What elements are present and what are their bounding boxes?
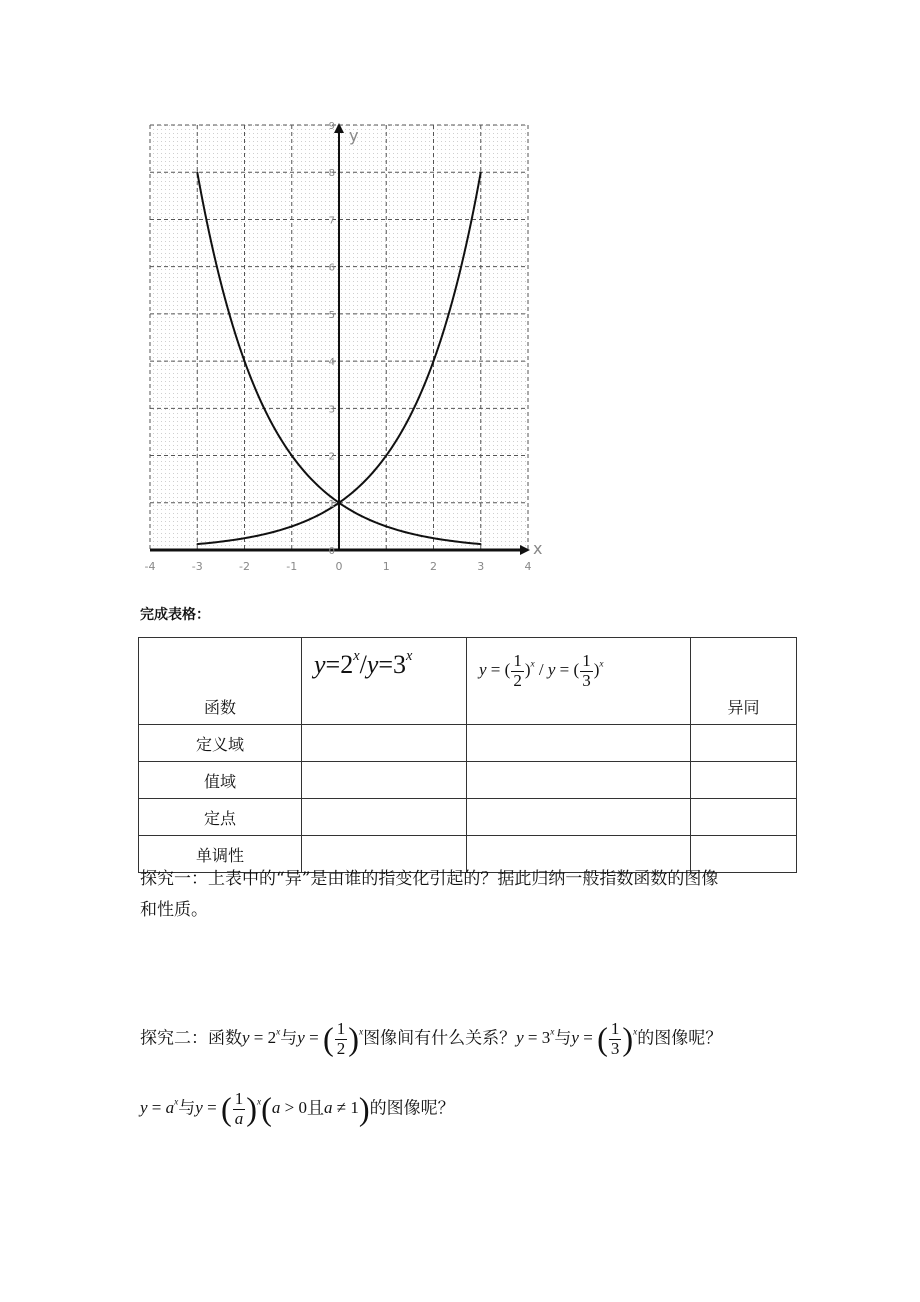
header-diff: 异同 xyxy=(691,638,797,725)
y-tick-label: 4 xyxy=(328,357,335,369)
answer-cell[interactable] xyxy=(302,799,467,836)
y-tick-label: 0 xyxy=(328,546,335,557)
answer-cell[interactable] xyxy=(467,725,691,762)
table-row xyxy=(139,725,797,762)
row-label-monotonicity: 单调性 xyxy=(139,836,302,873)
y-tick-label: 2 xyxy=(328,451,335,463)
row-label-fixed-point: 定点 xyxy=(139,799,302,836)
explore-one-line2: 和性质。 xyxy=(140,900,208,920)
y-tick-label: 3 xyxy=(328,404,335,416)
data-point xyxy=(385,526,387,528)
y-tick-label: 8 xyxy=(328,168,335,180)
data-point xyxy=(244,537,246,539)
y-axis-label: y xyxy=(349,126,359,145)
answer-cell[interactable] xyxy=(467,799,691,836)
row-label-range: 值域 xyxy=(139,762,302,799)
y-tick-label: 1 xyxy=(328,498,335,510)
y-tick-label: 7 xyxy=(328,215,335,227)
x-tick-label: 4 xyxy=(524,560,532,573)
answer-cell[interactable] xyxy=(467,762,691,799)
x-tick-label: -1 xyxy=(286,560,298,573)
x-tick-label: -4 xyxy=(144,560,156,573)
properties-table xyxy=(138,637,797,873)
x-axis-label: x xyxy=(533,539,543,558)
row-label-domain: 定义域 xyxy=(139,725,302,762)
header-function: 函数 xyxy=(139,638,302,725)
x-tick-label: -2 xyxy=(239,560,250,573)
header-formula-1: $y=2^x/y=3^x$ xyxy=(302,638,467,725)
answer-cell[interactable] xyxy=(302,762,467,799)
data-point xyxy=(244,360,246,362)
table-row xyxy=(139,762,797,799)
y-tick-label: 9 xyxy=(328,121,335,132)
answer-cell[interactable] xyxy=(302,725,467,762)
data-point xyxy=(480,543,482,545)
x-tick-label: 1 xyxy=(382,560,390,573)
answer-cell[interactable] xyxy=(691,725,797,762)
x-tick-label: 2 xyxy=(430,560,437,573)
y-tick-label: 5 xyxy=(328,309,335,321)
table-caption: 完成表格： xyxy=(140,607,210,623)
explore-one-line1: 探究一：上表中的“异”是由谁的指变化引起的？据此归纳一般指数函数的图像 xyxy=(140,869,719,889)
data-point xyxy=(385,455,387,457)
table-header-row xyxy=(139,638,797,725)
header-formula-2: y = ( $\frac{1}{2}$ )$^x$ / y = ( $\frac{1}{3}$ )$^x$ xyxy=(467,638,691,725)
y-tick-label: 6 xyxy=(328,262,335,274)
data-point xyxy=(196,543,198,545)
explore-two-line1: 探究二：函数$y = 2^x$与y = ( $\frac{1}{2}$ )$^x$图像间有什么关系？$y = 3^x$与y = ( $\frac{1}{3}$ )$^x$的图像呢？ xyxy=(140,1019,723,1058)
x-tick-label: 3 xyxy=(477,560,485,573)
data-point xyxy=(338,502,340,504)
explore-one xyxy=(140,864,820,926)
table-row xyxy=(139,799,797,836)
data-point xyxy=(291,526,293,528)
answer-cell[interactable] xyxy=(691,799,797,836)
explore-two-line2: $y = a^x$与y = ( $\frac{1}{a}$ )$^x$(a > 0且a ≠ 1)的图像呢？ xyxy=(140,1089,455,1128)
data-point xyxy=(433,360,435,362)
answer-cell[interactable] xyxy=(691,762,797,799)
x-tick-label: -3 xyxy=(191,560,203,573)
x-tick-label: 0 xyxy=(335,560,343,573)
data-point xyxy=(291,455,293,457)
exponential-graph xyxy=(0,0,920,600)
data-point xyxy=(196,171,198,173)
data-point xyxy=(433,537,435,539)
data-point xyxy=(480,171,482,173)
